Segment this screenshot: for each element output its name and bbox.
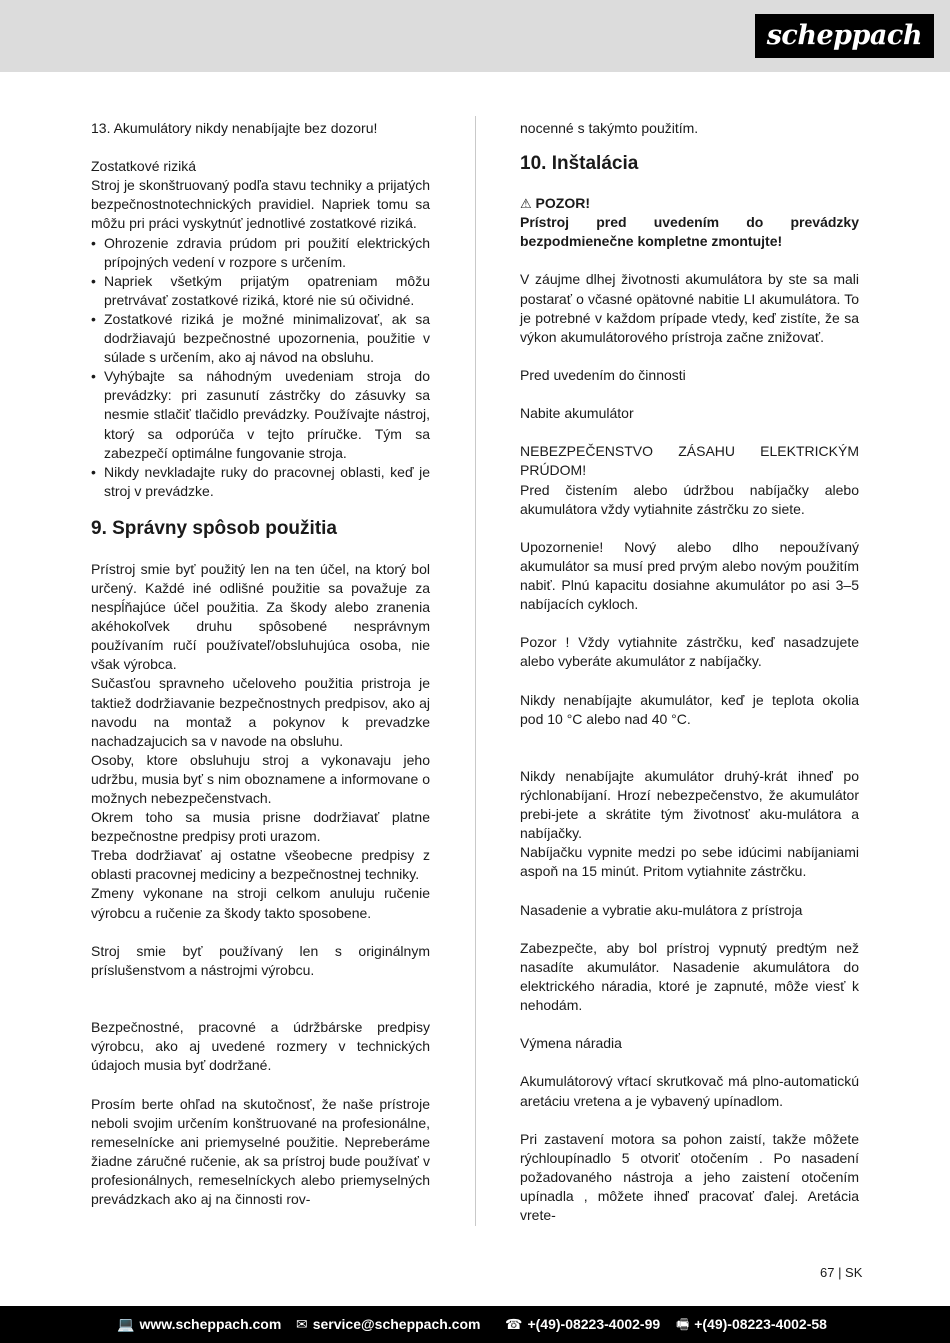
- paragraph: Pred čistením alebo údržbou nabíjačky alebo akumulátora vždy vytiahnite zástrčku zo siete.: [520, 481, 859, 517]
- list-item: • Vyhýbajte sa náhodným uvedeniam stroja do prevádzky: pri zasunutí zástrčky do zásuvky sa nesmie stlačiť tlačidlo prevádzky. Používajte nástroj, ktorý sa odporúča v tejto príručke. Tým sa zabezpečí optimálne fungovanie stroja.: [91, 367, 430, 462]
- footer-phone[interactable]: ☎ +(49)-08223-4002-99: [505, 1316, 661, 1332]
- list-item: • Zostatkové riziká je možné minimalizovať, ak sa dodržiavajú bezpečnostné upozornenia, použitie v súlade s určením, ako aj návod na obsluhu.: [91, 310, 430, 367]
- paragraph: Prístroj smie byť použitý len na ten účel, na ktorý bol určený. Každé iné odlišné použitie sa považuje za nespĺňajúce účel použitia. Za škody alebo zranenia akéhokoľvek druhu spôsobené nesprávnym používaním ručí používateľ/obsluhujúca osoba, nie však výrobca.: [91, 560, 430, 673]
- list-item: • Ohrozenie zdravia prúdom pri použití elektrických prípojných vedení v rozpore s určením.: [91, 234, 430, 272]
- paragraph: Zmeny vykonane na stroji celkom anuluju ručenie výrobcu a ručenie za škody takto sposobene.: [91, 885, 430, 921]
- paragraph: Výmena náradia: [520, 1035, 622, 1052]
- bullet-list: [91, 234, 430, 501]
- paragraph: 13. Akumulátory nikdy nenabíjajte bez dozoru!: [91, 120, 378, 136]
- warning-text: Prístroj pred uvedením do prevádzky bezpodmienečne kompletne zmontujte!: [520, 214, 859, 250]
- paragraph: Nabíjačku vypnite medzi po sebe idúcimi nabíjaniami aspoň na 15 minút. Pritom vytiahnite zástrčku.: [520, 844, 859, 880]
- computer-icon: 💻: [117, 1316, 135, 1332]
- warning-title: ⚠ POZOR!: [520, 195, 590, 212]
- list-item: • Napriek všetkým prijatým opatreniam môžu pretrvávať zostatkové riziká, ktoré nie sú očividné.: [91, 272, 430, 310]
- paragraph: Stroj smie byť používaný len s originálnym príslušenstvom a nástrojmi výrobcu.: [91, 942, 430, 978]
- left-column: [91, 119, 430, 1209]
- section-heading-10: 10. Inštalácia: [520, 153, 639, 175]
- list-item: • Nikdy nevkladajte ruky do pracovnej oblasti, keď je stroj v prevádzke.: [91, 463, 430, 501]
- paragraph: Prosím berte ohľad na skutočnosť, že naše prístroje neboli svojim určením konštruované na profesionálne, remeselnícke ani priemyselné použitie. Nepreberáme žiadne záručné ručenie, ak sa prístroj bude používať v profesionálnych, remeselníckych alebo priemyselných prevádzkach ako aj na činnosti rov-: [91, 1095, 430, 1207]
- paragraph: Nasadenie a vybratie aku-mulátora z prístroja: [520, 901, 803, 918]
- brand-logo: scheppach: [755, 14, 934, 58]
- paragraph: V záujme dlhej životnosti akumulátora by ste sa mali postarať o včasné opätovné nabitie LI akumulátora. To je potrebné v každom prípade vtedy, keď zistíte, že sa výkon akumulátorového prístroja začne znižovať.: [520, 271, 859, 345]
- column-divider: [475, 116, 476, 1226]
- paragraph: Bezpečnostné, pracovné a údržbárske predpisy výrobcu, ako aj uvedené rozmery v technických údajoch musia byť dodržané.: [91, 1019, 430, 1074]
- page-header: [0, 0, 950, 72]
- paragraph: Osoby, ktore obsluhuju stroj a vykonavaju jeho udržbu, musia byť s nim oboznamene a informovane o možnych nebezpečenstvach.: [91, 751, 430, 806]
- page-footer: [0, 1306, 950, 1343]
- section-heading-9: 9. Správny spôsob použitia: [91, 517, 337, 539]
- fax-icon: 🖷: [676, 1316, 690, 1332]
- footer-email[interactable]: ✉ service@scheppach.com: [296, 1316, 481, 1332]
- paragraph: Okrem toho sa musia prisne dodržiavať platne bezpečnostne predpisy proti urazom.: [91, 809, 430, 845]
- paragraph: Upozornenie! Nový alebo dlho nepoužívaný akumulátor sa musí pred prvým alebo novým použitím nabiť. Plnú kapacitu dosiahne akumulátor po asi 3–5 nabíjacích cykloch.: [520, 538, 859, 613]
- paragraph: Akumulátorový vŕtací skrutkovač má plno-automatickú aretáciu vretena a je vybavený upínadlom.: [520, 1073, 859, 1109]
- right-column: [520, 119, 859, 1225]
- paragraph: Stroj je skonštruovaný podľa stavu techniky a prijatých bezpečnostnotechnických pravidiel. Napriek tomu sa môžu pri práci vyskytnúť jednotlivé zostatkové riziká.: [91, 177, 430, 232]
- paragraph: Pri zastavení motora sa pohon zaistí, takže môžete rýchloupínadlo 5 otvoriť otočením . Po nasadení požadovaného nástroja a jeho zaistení otočením upínadla , môžete ihneď pracovať ďalej. Aretácia vrete-: [520, 1130, 859, 1224]
- section-label: Zostatkové riziká: [91, 158, 197, 175]
- paragraph: Pred uvedením do činnosti: [520, 366, 686, 383]
- footer-web[interactable]: 💻 www.scheppach.com: [117, 1316, 282, 1332]
- paragraph: NEBEZPEČENSTVO ZÁSAHU ELEKTRICKÝM PRÚDOM!: [520, 443, 859, 479]
- paragraph: Nikdy nenabíjajte akumulátor, keď je teplota okolia pod 10 °C alebo nad 40 °C.: [520, 691, 859, 727]
- paragraph: Zabezpečte, aby bol prístroj vypnutý predtým než nasadíte akumulátor. Nasadenie akumulátora do elektrického náradia, ktoré je zapnuté, môže viesť k nehodám.: [520, 939, 859, 1014]
- paragraph: Sučasťou spravneho učeloveho použitia pristroja je taktiež dodržiavanie bezpečnostnych predpisov, ako aj navodu na montaž a pokynov k prevadzke nachadzajucich sa v navode na obsluhu.: [91, 675, 430, 749]
- paragraph: nocenné s takýmto použitím.: [520, 120, 699, 136]
- paragraph: Nabite akumulátor: [520, 405, 634, 422]
- paragraph: Nikdy nenabíjajte akumulátor druhý-krát ihneď po rýchlonabíjaní. Hrozí nebezpečenstvo, že akumulátor prebi-jete a skrátite tým životnosť aku-mulátora a nabíjačky.: [520, 767, 859, 842]
- mail-icon: ✉: [296, 1316, 308, 1332]
- page-number: 67 | SK: [820, 1265, 863, 1280]
- warning-icon: ⚠: [520, 196, 532, 212]
- footer-fax: 🖷 +(49)-08223-4002-58: [676, 1316, 827, 1332]
- paragraph: Treba dodržiavať aj ostatne všeobecne predpisy z oblasti pracovnej mediciny a bezpečnostnej techniky.: [91, 847, 430, 883]
- phone-icon: ☎: [505, 1316, 523, 1332]
- paragraph: Pozor ! Vždy vytiahnite zástrčku, keď nasadzujete alebo vyberáte akumulátor z nabíjačky.: [520, 634, 859, 670]
